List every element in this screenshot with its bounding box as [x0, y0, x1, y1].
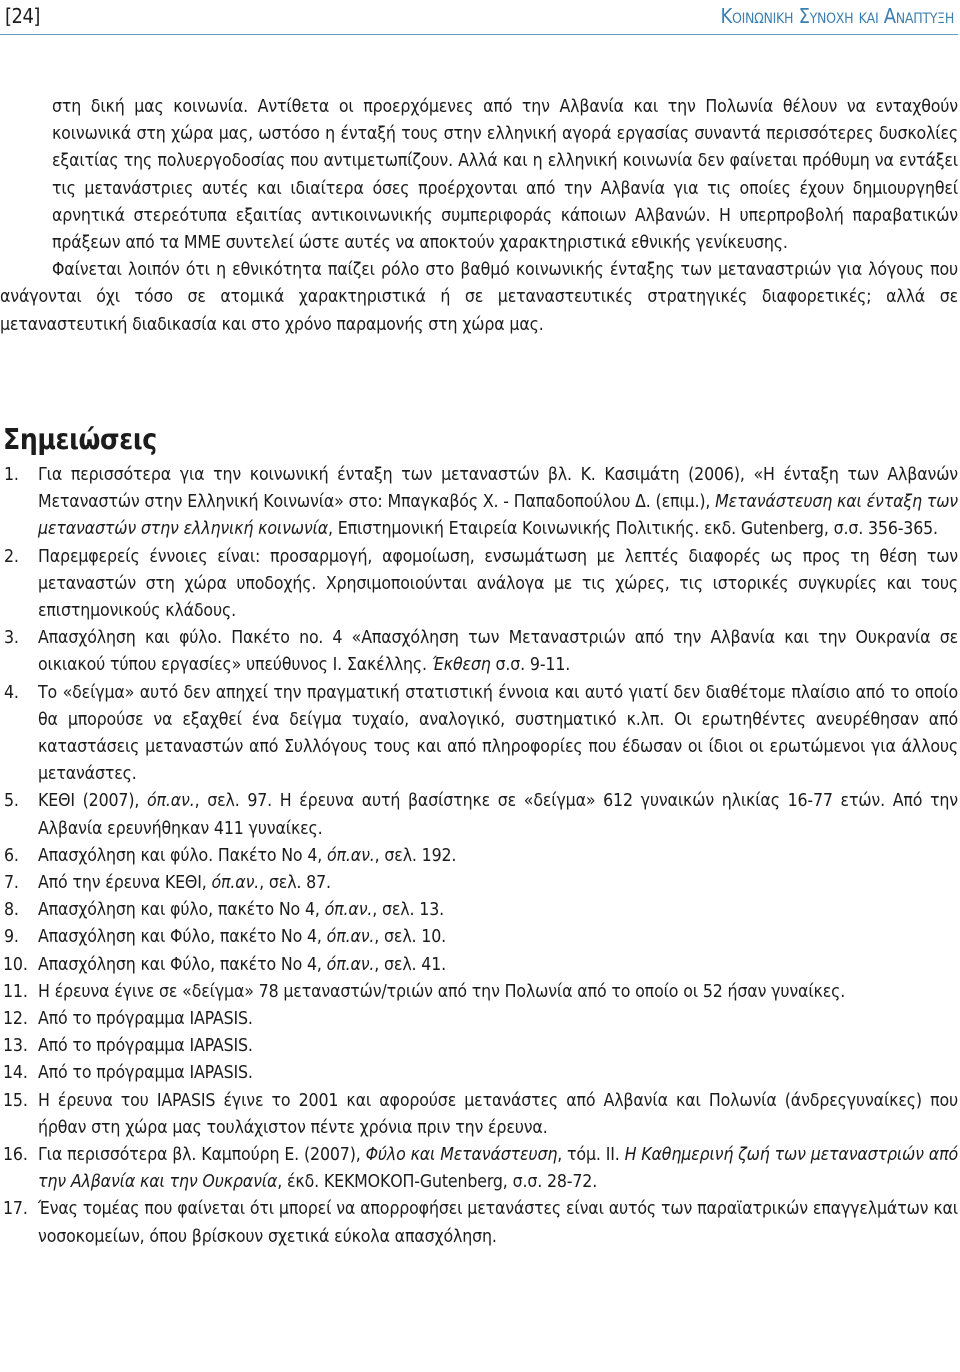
note-number: 4. — [4, 682, 19, 703]
note-title: όπ.αν. — [326, 927, 375, 948]
note-text: , σελ. 87. — [259, 873, 331, 894]
note-item — [0, 843, 958, 870]
note-text: , σελ. 13. — [372, 900, 444, 921]
note-text: , σελ. 192. — [374, 845, 457, 866]
note-item — [0, 979, 958, 1006]
note-text: Απασχόληση και Φύλο, πακέτο Νο 4, — [38, 927, 327, 948]
note-text: Απασχόληση και φύλο. Πακέτο no. 4 «Απασχόληση των Μεταναστριών από την Αλβανία και την Ουκρανία σε οικιακού τύπου εργασίες» υπεύθυνος Ι. Σακέλλης. — [38, 628, 958, 676]
body-paragraph: Φαίνεται λοιπόν ότι η εθνικότητα παίζει ρόλο στο βαθμό κοινωνικής ένταξης των μεταναστριών για λόγους που ανάγονται όχι τόσο σε ατομικά χαρακτηριστικά ή σε μεταναστευτικές στρατηγικές διαφορετικές; αλλά σε μεταναστευτική διαδικασία και στο χρόνο παραμονής στη χώρα μας. — [0, 260, 958, 335]
note-number: 6. — [4, 845, 19, 866]
note-item — [0, 680, 958, 789]
note-text: Ένας τομέας που φαίνεται ότι μπορεί να απορροφήσει μετανάστες είναι αυτός των παραϊατρικών επαγγελμάτων και νοσοκομείων, όπου βρίσκουν σχετικά εύκολα απασχόληση. — [38, 1199, 958, 1247]
note-number: 14. — [3, 1063, 28, 1084]
note-text: Για περισσότερα για την κοινωνική ένταξη των μεταναστών βλ. Κ. Κασιμάτη (2006), «Η ένταξη των Αλβανών Μεταναστών στην Ελληνική Κοινωνία» στο: Μπαγκαβός Χ. - Παπαδοπούλου Δ. (επιμ.), — [38, 465, 958, 513]
note-text: , Επιστημονική Εταιρεία Κοινωνικής Πολιτικής. εκδ. Gutenberg, σ.σ. 356-365. — [328, 519, 938, 540]
note-number: 7. — [4, 873, 19, 894]
note-title: όπ.αν. — [146, 791, 195, 812]
note-item — [0, 1060, 958, 1087]
note-text: Απασχόληση και φύλο, πακέτο Νο 4, — [38, 900, 325, 921]
note-text: , σελ. 41. — [374, 954, 447, 975]
note-number: 16. — [3, 1145, 28, 1166]
note-text: , τόμ. ΙΙ. — [557, 1145, 625, 1166]
notes-list — [0, 462, 958, 1251]
body-text — [0, 94, 958, 339]
note-title: Έκθεση — [431, 655, 491, 676]
page-header — [0, 0, 958, 35]
note-title: όπ.αν. — [324, 900, 373, 921]
note-text: Για περισσότερα βλ. Καμπούρη Ε. (2007), — [38, 1145, 366, 1166]
note-item — [0, 1006, 958, 1033]
note-text: Από το πρόγραμμα IAPASIS. — [38, 1009, 253, 1030]
note-item — [0, 625, 958, 679]
body-paragraph: στη δική μας κοινωνία. Αντίθετα οι προερχόμενες από την Αλβανία και την Πολωνία θέλουν να ενταχθούν κοινωνικά στη χώρα μας, ωστόσο η ένταξή τους στην ελληνική αγορά εργασίας συναντά περισσότερες δυσκολίες εξαιτίας της πολυεργοδοσίας που αντιμετωπίζουν. Αλλά και η ελληνική κοινωνία δεν φαίνεται πρόθυμη να εντάξει τις μετανάστριες αυτές και ιδιαίτερα όσες προέρχονται από την Αλβανία για τις οποίες έχουν δημιουργηθεί αρνητικά στερεότυπα εξαιτίας αντικοινωνικής συμπεριφοράς κάποιων Αλβανών. Η υπερπροβολή παραβατικών πράξεων από τα ΜΜΕ συντελεί ώστε αυτές να αποκτούν χαρακτηριστικά εθνικής γενίκευσης. — [52, 97, 958, 254]
note-title: όπ.αν. — [327, 845, 375, 866]
note-number: 3. — [4, 628, 19, 649]
note-item — [0, 897, 958, 924]
note-number: 2. — [4, 546, 19, 567]
note-item — [0, 870, 958, 897]
note-text: Από το πρόγραμμα IAPASIS. — [38, 1063, 253, 1084]
note-text: , σελ. 10. — [374, 927, 447, 948]
note-number: 8. — [4, 900, 19, 921]
note-text: Η έρευνα του IAPASIS έγινε το 2001 και αφορούσε μετανάστες από Αλβανία και Πολωνία (άνδρεςγυναίκες) που ήρθαν στη χώρα μας τουλάχιστον πέντε χρόνια πριν την έρευνα. — [38, 1090, 958, 1138]
note-text: Απασχόληση και Φύλο, πακέτο Νο 4, — [38, 954, 327, 975]
note-item — [0, 1142, 958, 1196]
note-item — [0, 462, 958, 544]
page-number: [24] — [5, 4, 40, 28]
note-item — [0, 788, 958, 842]
note-text: Παρεμφερείς έννοιες είναι: προσαρμογή, αφομοίωση, ενσωμάτωση με λεπτές διαφορές ως προς τη θέση των μεταναστών στη χώρα υποδοχής. Χρησιμοποιούνται ανάλογα με τις χώρες, τις ιστορικές συγκυρίες και τους επιστημονικούς κλάδους. — [38, 546, 958, 622]
note-item — [0, 952, 958, 979]
notes-heading: Σημειώσεις — [3, 423, 157, 456]
note-title: Η Καθημερινή ζωή των μεταναστριών από την Αλβανία και την Ουκρανία — [38, 1145, 958, 1193]
note-number: 9. — [4, 927, 19, 948]
note-number: 12. — [3, 1009, 28, 1030]
note-text: , έκδ. ΚΕΚΜΟΚΟΠ-Gutenberg, σ.σ. 28-72. — [277, 1172, 598, 1193]
note-item — [0, 1196, 958, 1250]
note-text: , σελ. 97. Η έρευνα αυτή βασίστηκε σε «δείγμα» 612 γυναικών ηλικίας 16-77 ετών. Από την Αλβανία ερευνήθηκαν 411 γυναίκες. — [38, 791, 958, 839]
note-item — [0, 1088, 958, 1142]
note-text: σ.σ. 9-11. — [490, 655, 571, 676]
note-item — [0, 1033, 958, 1060]
note-number: 1. — [4, 465, 19, 485]
note-item — [0, 924, 958, 951]
note-title: όπ.αν. — [326, 954, 375, 975]
note-number: 11. — [3, 981, 28, 1002]
note-text: Από την έρευνα ΚΕΘΙ, — [38, 873, 212, 894]
note-text: Απασχόληση και φύλο. Πακέτο Νο 4, — [38, 845, 328, 866]
note-text: Από το πρόγραμμα IAPASIS. — [38, 1036, 253, 1057]
note-text: Η έρευνα έγινε σε «δείγμα» 78 μεταναστών/τριών από την Πολωνία από το οποίο οι 52 ήσαν γυναίκες. — [38, 981, 846, 1002]
note-item — [0, 544, 958, 626]
note-title: Μετανάστευση και ένταξη των μεταναστών στην ελληνική κοινωνία — [38, 492, 958, 540]
note-number: 15. — [3, 1090, 28, 1111]
note-number: 10. — [3, 954, 28, 975]
note-number: 13. — [3, 1036, 28, 1057]
note-text: Το «δείγμα» αυτό δεν απηχεί την πραγματική στατιστική έννοια και αυτό γιατί δεν διαθέτομε πλαίσιο από το οποίο θα μπορούσε να εξαχθεί ένα δείγμα τυχαίο, αναλογικό, συστηματικό κ.λπ. Οι ερωτηθέντες ανευρέθησαν από καταστάσεις μεταναστών από Συλλόγους τους και από πληροφορίες που έδωσαν οι ίδιοι οι ερωτώμενοι για άλλους μετανάστες. — [38, 682, 958, 785]
note-number: 5. — [4, 791, 19, 812]
note-text: ΚΕΘΙ (2007), — [38, 791, 147, 812]
note-title: Φύλο και Μετανάστευση — [365, 1145, 558, 1166]
note-title: όπ.αν. — [211, 873, 260, 894]
running-title: Κοινωνικη Συνοχη και Αναπτυξη — [720, 4, 954, 28]
note-number: 17. — [3, 1199, 28, 1220]
